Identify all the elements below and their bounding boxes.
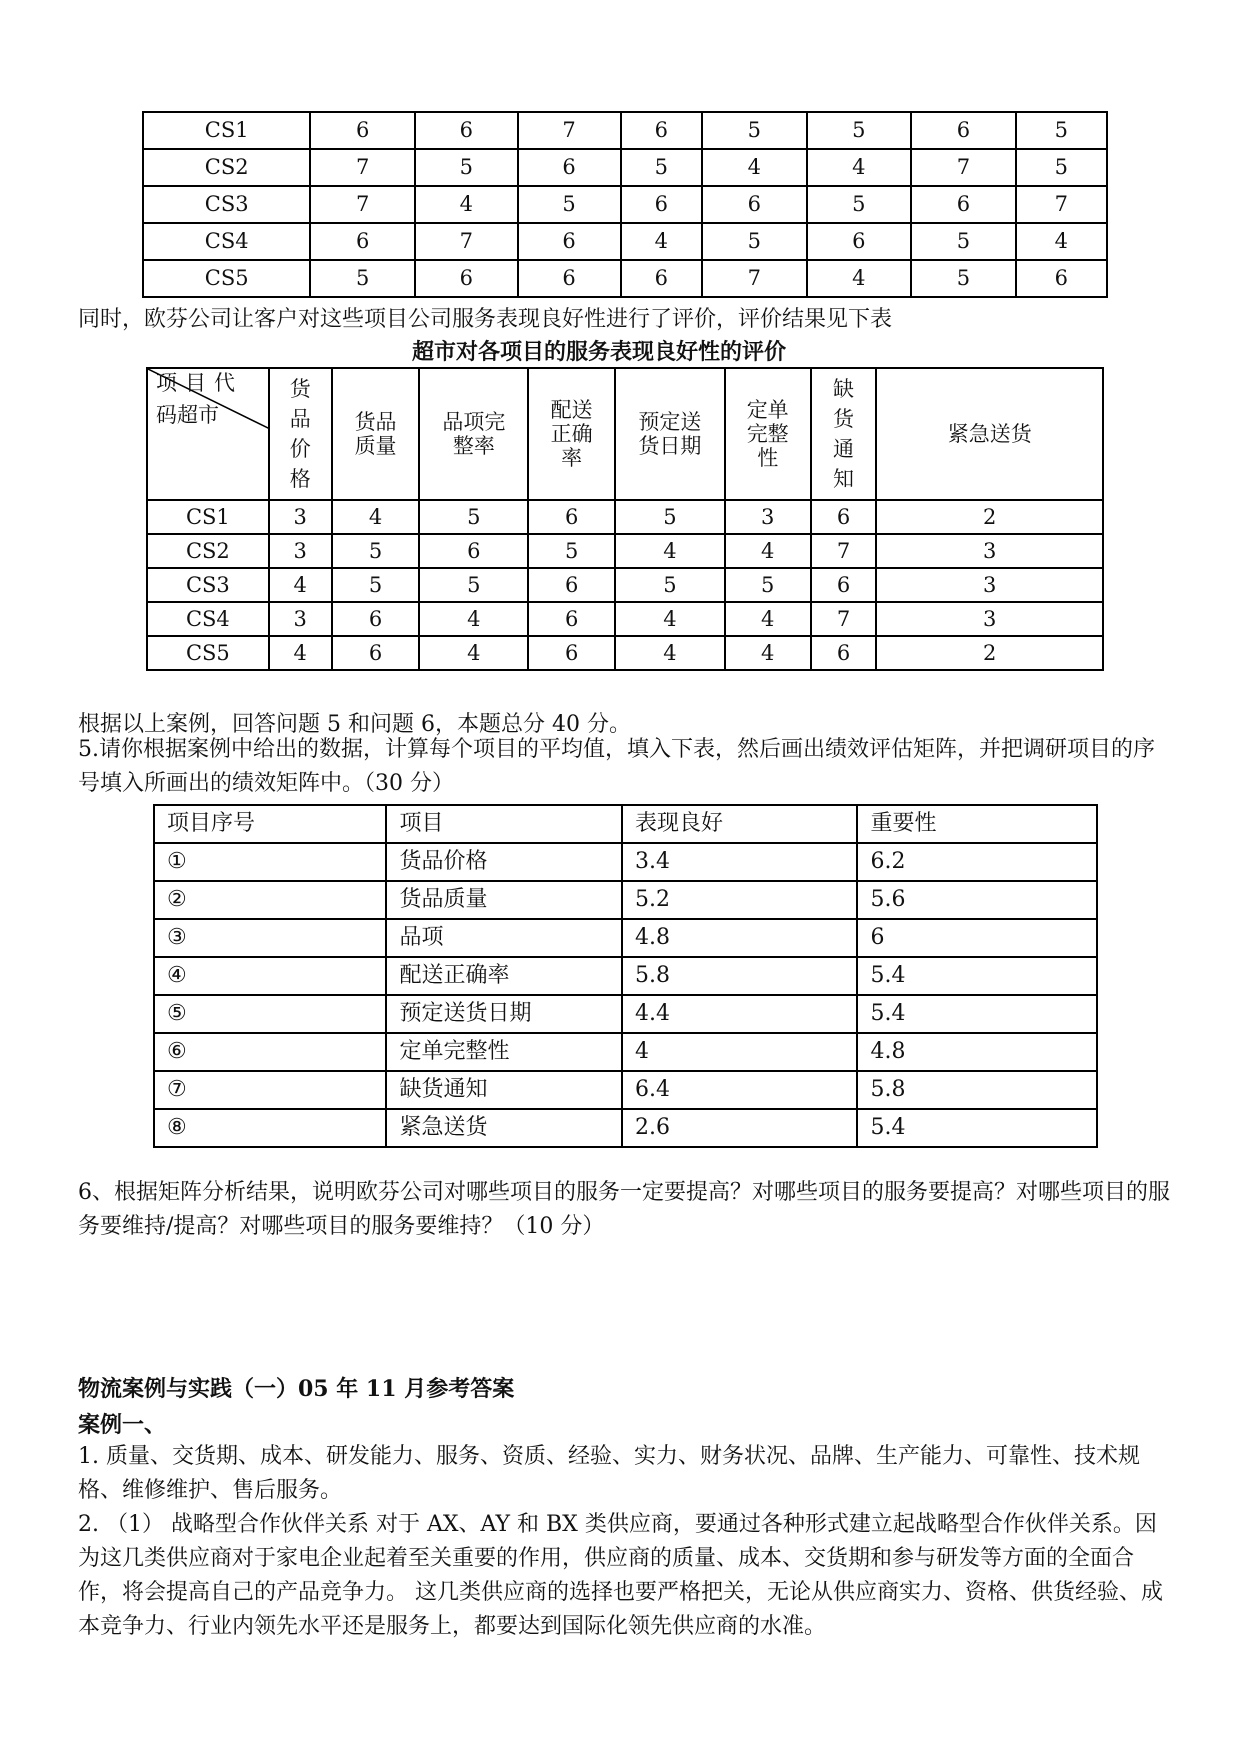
table-cell: 5 [702, 112, 807, 149]
table-cell: 6 [857, 919, 1097, 957]
table-cell: 4 [807, 260, 912, 297]
table-row [154, 919, 1097, 957]
column-header: 预定送 货日期 [615, 368, 725, 500]
table-cell: 5 [807, 112, 912, 149]
table-cell: 5 [725, 568, 811, 602]
table-cell: 5 [419, 568, 528, 602]
table-cell: 4 [332, 500, 420, 534]
row-label: CS4 [147, 602, 269, 636]
table-cell: 5 [419, 500, 528, 534]
table-cell: 6 [518, 223, 621, 260]
column-header: 货品 质量 [332, 368, 420, 500]
column-header: 缺 货 通 知 [811, 368, 877, 500]
table-cell: 4 [269, 636, 332, 670]
table-cell: 5 [702, 223, 807, 260]
table-cell: 6 [811, 636, 877, 670]
table-cell: 4 [1016, 223, 1107, 260]
table-cell: 配送正确率 [386, 957, 621, 995]
table-cell: 6 [621, 260, 703, 297]
table-cell: ② [154, 881, 386, 919]
row-label: CS2 [147, 534, 269, 568]
row-label: CS3 [143, 186, 310, 223]
row-label: CS4 [143, 223, 310, 260]
table-cell: 3 [876, 534, 1103, 568]
table-cell: 6 [528, 636, 615, 670]
table-cell: 5 [310, 260, 415, 297]
table-cell: 5.2 [622, 881, 858, 919]
table-cell: ⑦ [154, 1071, 386, 1109]
answer-1: 1. 质量、交货期、成本、研发能力、服务、资质、经验、实力、财务状况、品牌、生产能力、可靠性、技术规格、维修维护、售后服务。 [78, 1444, 1140, 1503]
table-cell: 6 [621, 112, 703, 149]
table-cell: 7 [518, 112, 621, 149]
table-cell: 3 [269, 500, 332, 534]
table-cell: 5.4 [857, 1109, 1097, 1147]
case-title: 案例一、 [78, 1412, 167, 1438]
column-header: 表现良好 [622, 805, 858, 843]
table-cell: ① [154, 843, 386, 881]
table-row [154, 957, 1097, 995]
table-row [147, 500, 1103, 534]
corner-header [147, 368, 269, 500]
table-cell: 2 [876, 500, 1103, 534]
table-cell: 3 [269, 602, 332, 636]
table-cell: 4 [419, 636, 528, 670]
table-cell: ④ [154, 957, 386, 995]
table-row [147, 534, 1103, 568]
table-cell: 6 [332, 636, 420, 670]
table-cell: 6 [621, 186, 703, 223]
table-cell: 货品价格 [386, 843, 621, 881]
table-cell: 3 [725, 500, 811, 534]
table-cell: 5.8 [622, 957, 858, 995]
table-cell: 6.2 [857, 843, 1097, 881]
table-cell: 6 [911, 186, 1016, 223]
table-cell: ⑥ [154, 1033, 386, 1071]
table-row [143, 149, 1107, 186]
column-header: 项目 [386, 805, 621, 843]
table-cell: 品项 [386, 919, 621, 957]
table-cell: 6 [310, 112, 415, 149]
table-cell: 4 [702, 149, 807, 186]
column-header: 货 品 价 格 [269, 368, 332, 500]
table-header-row [154, 805, 1097, 843]
intro-text: 同时，欧芬公司让客户对这些项目公司服务表现良好性进行了评价，评价结果见下表 [78, 307, 893, 332]
table-cell: 5 [332, 534, 420, 568]
table-cell: 2 [876, 636, 1103, 670]
table-row [147, 568, 1103, 602]
table-cell: 6 [419, 534, 528, 568]
table-cell: 6 [528, 602, 615, 636]
table-cell: 3 [876, 568, 1103, 602]
table-cell: 5 [621, 149, 703, 186]
table-cell: 5 [807, 186, 912, 223]
table-cell: 5.6 [857, 881, 1097, 919]
table-cell: 6 [518, 149, 621, 186]
table-cell: 3 [876, 602, 1103, 636]
table-cell: 5 [911, 223, 1016, 260]
table-cell: 6 [518, 260, 621, 297]
row-label: CS2 [143, 149, 310, 186]
table-cell: 4 [419, 602, 528, 636]
table-cell: 7 [911, 149, 1016, 186]
question-6: 6、根据矩阵分析结果，说明欧芬公司对哪些项目的服务一定要提高？对哪些项目的服务要提高？对哪些项目的服务要维持/提高？对哪些项目的服务要维持？（10 分） [78, 1180, 1171, 1239]
table-cell: 7 [310, 186, 415, 223]
table-cell: 4 [621, 223, 703, 260]
table-cell: 6 [332, 602, 420, 636]
table-cell: 7 [811, 534, 877, 568]
table-cell: 5 [518, 186, 621, 223]
table-cell: 预定送货日期 [386, 995, 621, 1033]
table-cell: 4 [269, 568, 332, 602]
performance-table [146, 367, 1104, 671]
table-cell: 3 [269, 534, 332, 568]
answer-2: 2. （1） 战略型合作伙伴关系 对于 AX、AY 和 BX 类供应商，要通过各种形式建立起战略型合作伙伴关系。因为这几类供应商对于家电企业起着至关重要的作用，供应商的质量、成本、交货期和参与研发等方面的全面合作，将会提高自己的产品竞争力。 这几类供应商的选择也要严格把关，无论从供应商实力、资格、供货经验、成本竞争力、行业内领先水平还是服务上，都要达到国际化领先供应商的水准。 [78, 1512, 1163, 1639]
table-cell: 6.4 [622, 1071, 858, 1109]
row-label: CS5 [143, 260, 310, 297]
table-cell: 6 [811, 568, 877, 602]
table-cell: 5 [332, 568, 420, 602]
table-cell: 4 [725, 534, 811, 568]
corner-label-top: 项目代 [156, 371, 243, 395]
average-table [153, 804, 1098, 1148]
table-row [143, 186, 1107, 223]
table-cell: 6 [415, 112, 518, 149]
table-cell: 6 [702, 186, 807, 223]
table-row [143, 223, 1107, 260]
table-cell: 4 [615, 602, 725, 636]
table-cell: 4 [415, 186, 518, 223]
table-cell: 缺货通知 [386, 1071, 621, 1109]
table-row [154, 1033, 1097, 1071]
table-cell: 7 [415, 223, 518, 260]
perf-table-title: 超市对各项目的服务表现良好性的评价 [412, 339, 787, 365]
row-label: CS3 [147, 568, 269, 602]
table-cell: 5 [415, 149, 518, 186]
table-cell: 4 [725, 636, 811, 670]
column-header: 定单 完整 性 [725, 368, 811, 500]
table-cell: 5.4 [857, 957, 1097, 995]
table-cell: 5 [615, 568, 725, 602]
table-cell: 6 [811, 500, 877, 534]
answer-title: 物流案例与实践（一）05 年 11 月参考答案 [78, 1376, 515, 1402]
table-cell: ③ [154, 919, 386, 957]
table-row [154, 995, 1097, 1033]
table-row [147, 636, 1103, 670]
table-row [154, 1071, 1097, 1109]
column-header: 配送 正确 率 [528, 368, 615, 500]
table-cell: 2.6 [622, 1109, 858, 1147]
table-cell: 货品质量 [386, 881, 621, 919]
table-row [143, 112, 1107, 149]
table-cell: 4 [622, 1033, 858, 1071]
table-cell: 4.8 [622, 919, 858, 957]
table-cell: 7 [702, 260, 807, 297]
question-intro: 根据以上案例，回答问题 5 和问题 6，本题总分 40 分。 [78, 712, 631, 737]
table-cell: 6 [415, 260, 518, 297]
table-cell: 5 [615, 500, 725, 534]
table-cell: 定单完整性 [386, 1033, 621, 1071]
table-cell: 6 [528, 500, 615, 534]
table-cell: 7 [310, 149, 415, 186]
importance-table [142, 111, 1108, 298]
table-cell: 6 [1016, 260, 1107, 297]
table-cell: 7 [811, 602, 877, 636]
row-label: CS1 [147, 500, 269, 534]
table-cell: 4 [615, 534, 725, 568]
question-5: 5.请你根据案例中给出的数据，计算每个项目的平均值，填入下表，然后画出绩效评估矩阵，并把调研项目的序号填入所画出的绩效矩阵中。（30 分） [78, 737, 1155, 796]
row-label: CS5 [147, 636, 269, 670]
column-header: 紧急送货 [876, 368, 1103, 500]
table-cell: 5.8 [857, 1071, 1097, 1109]
table-cell: 6 [807, 223, 912, 260]
column-header: 项目序号 [154, 805, 386, 843]
table-cell: 紧急送货 [386, 1109, 621, 1147]
table-cell: 7 [1016, 186, 1107, 223]
row-label: CS1 [143, 112, 310, 149]
table-cell: ⑧ [154, 1109, 386, 1147]
table-row [147, 602, 1103, 636]
table-row [143, 260, 1107, 297]
table-cell: 4.4 [622, 995, 858, 1033]
table-row [154, 843, 1097, 881]
table-cell: 5 [528, 534, 615, 568]
column-header: 重要性 [857, 805, 1097, 843]
table-cell: ⑤ [154, 995, 386, 1033]
table-cell: 6 [911, 112, 1016, 149]
table-cell: 4 [725, 602, 811, 636]
table-cell: 3.4 [622, 843, 858, 881]
table-cell: 6 [310, 223, 415, 260]
table-row [154, 881, 1097, 919]
table-row [154, 1109, 1097, 1147]
table-cell: 5 [1016, 112, 1107, 149]
table-cell: 4.8 [857, 1033, 1097, 1071]
table-cell: 6 [528, 568, 615, 602]
table-cell: 5 [911, 260, 1016, 297]
column-header: 品项完 整率 [419, 368, 528, 500]
table-cell: 5 [1016, 149, 1107, 186]
table-cell: 5.4 [857, 995, 1097, 1033]
table-cell: 4 [807, 149, 912, 186]
corner-label-bottom: 码超市 [156, 403, 219, 427]
table-cell: 4 [615, 636, 725, 670]
